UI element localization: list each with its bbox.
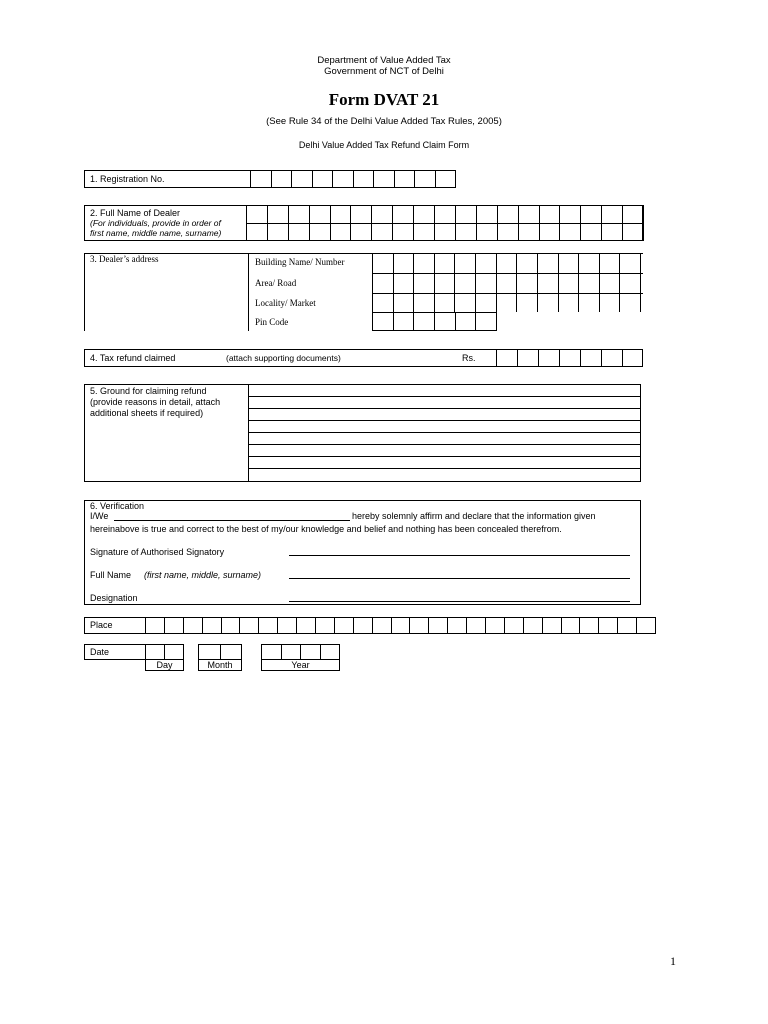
signature-label: Signature of Authorised Signatory	[90, 547, 225, 557]
cell-divider	[579, 617, 580, 634]
full-name-note: (first name, middle, surname)	[144, 570, 262, 580]
cell-divider	[315, 617, 316, 634]
cell-divider	[518, 205, 519, 241]
cell-divider	[497, 205, 498, 241]
registration-number-cells[interactable]	[250, 170, 456, 188]
pin-code-label: Pin Code	[255, 317, 289, 327]
declaration-text: hereinabove is true and correct to the best of my/our knowledge and belief and nothing has been concealed therefrom.	[90, 524, 562, 534]
building-label: Building Name/ Number	[255, 257, 345, 267]
designation-line[interactable]	[289, 601, 630, 602]
cell-divider	[523, 617, 524, 634]
area-label: Area/ Road	[255, 278, 297, 288]
rule-reference: (See Rule 34 of the Delhi Value Added Tax Rules, 2005)	[266, 116, 502, 127]
cell-divider	[371, 205, 372, 241]
cell-divider	[598, 617, 599, 634]
cell-divider	[164, 617, 165, 634]
cell-divider	[434, 253, 435, 312]
cell-divider	[617, 617, 618, 634]
refund-ground-label: 5. Ground for claiming refund	[90, 386, 207, 396]
dealer-name-note-2: first name, middle name, surname)	[90, 228, 222, 238]
cell-divider	[277, 617, 278, 634]
cell-divider	[640, 253, 641, 312]
cell-divider	[455, 205, 456, 241]
designation-label: Designation	[90, 593, 138, 603]
cell-divider	[372, 617, 373, 634]
cell-divider	[475, 312, 476, 330]
registration-label: 1. Registration No.	[90, 174, 165, 184]
cell-divider	[561, 617, 562, 634]
tax-refund-amount-cells[interactable]	[496, 349, 643, 367]
cell-divider	[466, 617, 467, 634]
day-cells[interactable]	[145, 644, 184, 660]
cell-divider	[655, 617, 656, 634]
cell-divider	[334, 617, 335, 634]
place-label: Place	[90, 620, 113, 630]
cell-divider	[539, 205, 540, 241]
cell-divider	[239, 617, 240, 634]
cell-divider	[578, 253, 579, 312]
cell-divider	[601, 205, 602, 241]
cell-divider	[558, 253, 559, 312]
department-name: Department of Value Added Tax	[317, 55, 451, 66]
cell-divider	[434, 205, 435, 241]
full-name-line[interactable]	[289, 578, 630, 579]
cell-divider	[413, 312, 414, 330]
refund-ground-note-1: (provide reasons in detail, attach	[90, 397, 221, 407]
cell-divider	[475, 253, 476, 312]
cell-divider	[496, 312, 497, 330]
signature-line[interactable]	[289, 555, 630, 556]
tax-refund-label: 4. Tax refund claimed	[90, 353, 176, 363]
iwe-label: I/We	[90, 511, 109, 521]
cell-divider	[221, 617, 222, 634]
form-title: Form DVAT 21	[328, 90, 440, 109]
dealer-address-label: 3. Dealer’s address	[90, 254, 159, 264]
cell-divider	[296, 617, 297, 634]
cell-divider	[413, 253, 414, 312]
cell-divider	[393, 253, 394, 312]
cell-divider	[145, 617, 146, 634]
cell-divider	[391, 617, 392, 634]
day-label: Day	[156, 660, 173, 670]
cell-divider	[622, 205, 623, 241]
month-label: Month	[207, 660, 233, 670]
cell-divider	[485, 617, 486, 634]
verification-label: 6. Verification	[90, 501, 145, 511]
cell-divider	[454, 253, 455, 312]
cell-divider	[504, 617, 505, 634]
cell-divider	[267, 205, 268, 241]
date-label: Date	[90, 647, 110, 657]
page-number: 1	[670, 954, 676, 968]
iwe-name-line[interactable]	[114, 520, 350, 521]
government-name: Government of NCT of Delhi	[324, 66, 444, 77]
full-name-label: Full Name	[90, 570, 132, 580]
locality-label: Locality/ Market	[255, 298, 316, 308]
cell-divider	[246, 205, 247, 241]
cell-divider	[183, 617, 184, 634]
tax-refund-note: (attach supporting documents)	[226, 353, 341, 363]
year-label: Year	[291, 660, 310, 670]
cell-divider	[537, 253, 538, 312]
affirm-text: hereby solemnly affirm and declare that the information given	[352, 511, 596, 521]
month-cells[interactable]	[198, 644, 242, 660]
cell-divider	[413, 205, 414, 241]
dealer-name-note-1: (For individuals, provide in order of	[90, 218, 221, 228]
cell-divider	[447, 617, 448, 634]
cell-row-line	[372, 330, 497, 331]
cell-divider	[202, 617, 203, 634]
cell-divider	[636, 617, 637, 634]
cell-divider	[619, 253, 620, 312]
cell-divider	[392, 205, 393, 241]
cell-divider	[409, 617, 410, 634]
cell-divider	[434, 312, 435, 330]
cell-divider	[372, 253, 373, 312]
cell-divider	[428, 617, 429, 634]
cell-divider	[476, 205, 477, 241]
cell-divider	[542, 617, 543, 634]
cell-divider	[393, 312, 394, 330]
cell-divider	[353, 617, 354, 634]
cell-divider	[516, 253, 517, 312]
cell-divider	[599, 253, 600, 312]
cell-divider	[580, 205, 581, 241]
cell-divider	[258, 617, 259, 634]
cell-divider	[643, 205, 644, 241]
refund-ground-note-2: additional sheets if required)	[90, 408, 204, 418]
cell-divider	[496, 253, 497, 312]
cell-divider	[288, 205, 289, 241]
cell-divider	[559, 205, 560, 241]
currency-label: Rs.	[462, 353, 476, 363]
dealer-name-label: 2. Full Name of Dealer	[90, 208, 181, 218]
cell-divider	[455, 312, 456, 330]
year-cells[interactable]	[261, 644, 340, 660]
cell-divider	[309, 205, 310, 241]
cell-divider	[372, 312, 373, 330]
cell-divider	[330, 205, 331, 241]
form-name: Delhi Value Added Tax Refund Claim Form	[298, 140, 470, 150]
cell-divider	[350, 205, 351, 241]
